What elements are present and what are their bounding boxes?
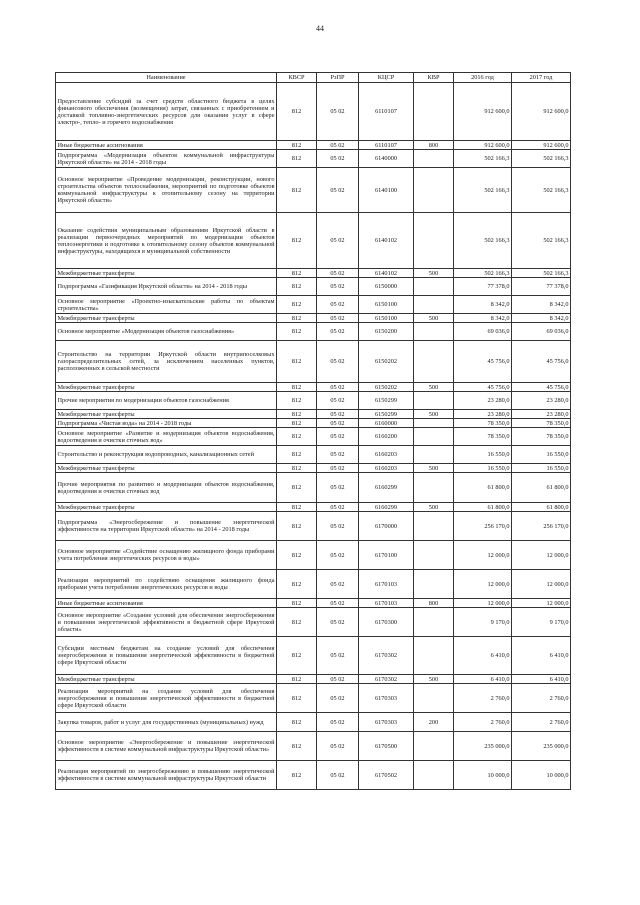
row-rzpr: 05 02 [317, 599, 359, 608]
row-amount-2017: 45 756,0 [512, 383, 571, 392]
row-amount-2017: 61 800,0 [512, 473, 571, 503]
row-kvr: 800 [414, 141, 454, 150]
row-kvr [414, 278, 454, 296]
row-kcsr: 6110107 [359, 141, 414, 150]
table-row [56, 446, 571, 464]
row-rzpr: 05 02 [317, 278, 359, 296]
row-name: Основное мероприятие «Развитие и модернизация объектов водоснабжения, водоотведения и очистки сточных вод» [57, 429, 275, 444]
row-amount-2016: 12 000,0 [454, 541, 512, 570]
row-name: Основное мероприятие «Проектно-изыскательские работы по объектам строительства» [57, 297, 275, 312]
row-name: Строительство на территории Иркутской области внутрипоселковых газораспределительных сетей, за исключением населенных пунктов, расположенных в сельской местности [56, 341, 277, 383]
row-kcsr: 6150299 [359, 392, 414, 410]
row-kcsr: 6150299 [359, 410, 414, 419]
row-kvr: 500 [414, 383, 454, 392]
row-name: Иные бюджетные ассигнования [56, 141, 277, 150]
table-row [56, 428, 571, 446]
row-name: Основное мероприятие «Создание условий для обеспечения энергосбережения и повышения энергетической эффективности в бюджетной сфере Иркутской области» [56, 608, 277, 637]
row-amount-2017: 9 170,0 [512, 608, 571, 637]
row-rzpr: 05 02 [317, 383, 359, 392]
row-kcsr: 6140102 [359, 269, 414, 278]
row-kcsr: 6170303 [359, 684, 414, 713]
table-row [56, 761, 571, 790]
header-2016: 2016 год [454, 73, 512, 83]
row-amount-2016: 6 410,0 [454, 637, 512, 675]
row-amount-2017: 256 170,0 [512, 512, 571, 541]
row-kcsr: 6160203 [359, 464, 414, 473]
row-rzpr: 05 02 [317, 713, 359, 732]
row-kvsr: 812 [277, 296, 317, 314]
row-rzpr: 05 02 [317, 314, 359, 323]
row-name: Межбюджетные трансферты [56, 675, 277, 684]
row-amount-2017: 61 800,0 [512, 503, 571, 512]
row-amount-2016: 78 350,0 [454, 419, 512, 428]
table-row [56, 608, 571, 637]
row-rzpr: 05 02 [317, 473, 359, 503]
row-kcsr: 6170303 [359, 713, 414, 732]
row-amount-2017: 78 350,0 [512, 428, 571, 446]
row-kvr: 500 [414, 464, 454, 473]
row-amount-2016: 2 760,0 [454, 713, 512, 732]
row-amount-2016: 23 280,0 [454, 410, 512, 419]
row-kvsr: 812 [277, 473, 317, 503]
row-kvr: 500 [414, 675, 454, 684]
row-amount-2017: 12 000,0 [512, 570, 571, 599]
row-kcsr: 6140000 [359, 150, 414, 168]
row-kcsr: 6150000 [359, 278, 414, 296]
row-kvr [414, 323, 454, 341]
row-kcsr: 6170103 [359, 599, 414, 608]
row-amount-2017: 78 350,0 [512, 419, 571, 428]
row-name: Реализация мероприятий по содействию оснащения жилищного фонда приборами учета потребления энергетических ресурсов и воды [56, 570, 277, 599]
row-rzpr: 05 02 [317, 761, 359, 790]
row-kcsr: 6150200 [359, 323, 414, 341]
row-kvsr: 812 [277, 464, 317, 473]
row-kcsr: 6160000 [359, 419, 414, 428]
row-kvr [414, 83, 454, 141]
row-kvsr: 812 [277, 150, 317, 168]
row-amount-2017: 2 760,0 [512, 713, 571, 732]
row-rzpr: 05 02 [317, 675, 359, 684]
row-kvsr: 812 [277, 732, 317, 761]
row-amount-2016: 502 166,3 [454, 150, 512, 168]
row-kvr: 500 [414, 503, 454, 512]
row-name: Межбюджетные трансферты [56, 410, 277, 419]
row-amount-2017: 23 280,0 [512, 410, 571, 419]
row-amount-2016: 61 800,0 [454, 503, 512, 512]
row-rzpr: 05 02 [317, 410, 359, 419]
row-amount-2016: 8 342,0 [454, 296, 512, 314]
row-amount-2017: 23 280,0 [512, 392, 571, 410]
row-kvr [414, 296, 454, 314]
row-rzpr: 05 02 [317, 464, 359, 473]
row-kvsr: 812 [277, 83, 317, 141]
row-amount-2016: 69 036,0 [454, 323, 512, 341]
table-row [56, 410, 571, 419]
row-amount-2017: 502 166,3 [512, 213, 571, 269]
row-amount-2016: 12 000,0 [454, 599, 512, 608]
row-kvsr: 812 [277, 761, 317, 790]
row-name: Подпрограмма «Энергосбережение и повышение энергетической эффективности на территории Иркутской области» на 2014 - 2018 годы [56, 512, 277, 541]
row-rzpr: 05 02 [317, 269, 359, 278]
row-amount-2017: 69 036,0 [512, 323, 571, 341]
row-kvr [414, 608, 454, 637]
row-kvsr: 812 [277, 684, 317, 713]
row-name: Межбюджетные трансферты [56, 503, 277, 512]
header-kvr: КВР [414, 73, 454, 83]
row-kvsr: 812 [277, 278, 317, 296]
row-rzpr: 05 02 [317, 541, 359, 570]
row-kcsr: 6170302 [359, 675, 414, 684]
row-kcsr: 6160299 [359, 473, 414, 503]
row-kcsr: 6170500 [359, 732, 414, 761]
table-row [56, 419, 571, 428]
table-row [56, 150, 571, 168]
header-kvsr: КВСР [277, 73, 317, 83]
row-rzpr: 05 02 [317, 213, 359, 269]
row-amount-2016: 502 166,3 [454, 168, 512, 213]
row-rzpr: 05 02 [317, 141, 359, 150]
row-kvr [414, 446, 454, 464]
row-amount-2017: 8 342,0 [512, 296, 571, 314]
header-rzpr: РзПР [317, 73, 359, 83]
header-2017: 2017 год [512, 73, 571, 83]
row-rzpr: 05 02 [317, 503, 359, 512]
row-kvsr: 812 [277, 675, 317, 684]
row-kvr [414, 637, 454, 675]
table-row [56, 392, 571, 410]
row-name: Подпрограмма «Модернизация объектов коммунальной инфраструктуры Иркутской области» на 2014 - 2018 годы [57, 151, 275, 166]
row-kvsr: 812 [277, 141, 317, 150]
budget-table [55, 72, 571, 790]
row-kvsr: 812 [277, 323, 317, 341]
row-kvsr: 812 [277, 410, 317, 419]
table-row [56, 323, 571, 341]
table-row [56, 541, 571, 570]
row-kvr [414, 732, 454, 761]
row-name: Межбюджетные трансферты [56, 269, 277, 278]
row-kcsr: 6170502 [359, 761, 414, 790]
row-amount-2017: 10 000,0 [512, 761, 571, 790]
row-amount-2016: 2 760,0 [454, 684, 512, 713]
table-row [56, 473, 571, 503]
row-kcsr: 6140100 [359, 168, 414, 213]
row-kvsr: 812 [277, 512, 317, 541]
row-amount-2016: 6 410,0 [454, 675, 512, 684]
row-kvsr: 812 [277, 713, 317, 732]
row-name: Оказание содействия муниципальным образованиям Иркутской области в реализации первоочередных мероприятий по модернизации объектов теплоэнергетики и подготовке к отопительному сезону объектов коммунальной инфраструктуры, находящихся в муниципальной собственности [56, 213, 277, 269]
row-name: Основное мероприятие «Проведение модернизации, реконструкции, нового строительства объектов теплоснабжения, мероприятий по подготовке объектов коммунальной инфраструктуры к отопительному сезону на территории Иркутской области» [56, 168, 277, 213]
row-amount-2016: 502 166,3 [454, 269, 512, 278]
row-kcsr: 6150202 [359, 383, 414, 392]
row-kvr: 500 [414, 269, 454, 278]
row-kcsr: 6110107 [359, 83, 414, 141]
row-name: Основное мероприятие «Содействие оснащению жилищного фонда приборами учета потребления энергетических ресурсов и воды» [56, 541, 277, 570]
header-name: Наименование [56, 73, 277, 83]
row-kcsr: 6170100 [359, 541, 414, 570]
row-amount-2017: 45 756,0 [512, 341, 571, 383]
table-row [56, 141, 571, 150]
table-row [56, 296, 571, 314]
page-number: 44 [316, 24, 324, 33]
row-kvsr: 812 [277, 383, 317, 392]
row-amount-2016: 912 600,0 [454, 83, 512, 141]
row-name: Прочие мероприятия по модернизации объектов газоснабжения [56, 392, 277, 410]
table-row [56, 637, 571, 675]
row-rzpr: 05 02 [317, 637, 359, 675]
row-kvsr: 812 [277, 541, 317, 570]
table-row [56, 383, 571, 392]
row-name: Подпрограмма «Газификация Иркутской области» на 2014 - 2018 годы [56, 278, 277, 296]
row-amount-2017: 12 000,0 [512, 599, 571, 608]
row-kvr [414, 341, 454, 383]
table-row [56, 599, 571, 608]
row-kvsr: 812 [277, 168, 317, 213]
row-kvsr: 812 [277, 446, 317, 464]
table-row [56, 570, 571, 599]
row-amount-2016: 235 000,0 [454, 732, 512, 761]
table-row [56, 675, 571, 684]
row-rzpr: 05 02 [317, 83, 359, 141]
table-row [56, 314, 571, 323]
row-kvr [414, 473, 454, 503]
row-kvsr: 812 [277, 341, 317, 383]
row-amount-2016: 10 000,0 [454, 761, 512, 790]
row-rzpr: 05 02 [317, 150, 359, 168]
row-amount-2017: 6 410,0 [512, 637, 571, 675]
table-row [56, 512, 571, 541]
row-amount-2017: 16 550,0 [512, 464, 571, 473]
row-amount-2016: 8 342,0 [454, 314, 512, 323]
row-kvr [414, 761, 454, 790]
row-amount-2017: 502 166,3 [512, 269, 571, 278]
row-name: Закупка товаров, работ и услуг для государственных (муниципальных) нужд [56, 713, 277, 732]
row-name: Основное мероприятие «Модернизация объектов газоснабжения» [56, 323, 277, 341]
row-amount-2017: 8 342,0 [512, 314, 571, 323]
row-rzpr: 05 02 [317, 684, 359, 713]
row-amount-2016: 9 170,0 [454, 608, 512, 637]
table-row [56, 684, 571, 713]
row-amount-2017: 235 000,0 [512, 732, 571, 761]
row-rzpr: 05 02 [317, 296, 359, 314]
row-amount-2016: 256 170,0 [454, 512, 512, 541]
row-kvsr: 812 [277, 419, 317, 428]
row-rzpr: 05 02 [317, 428, 359, 446]
table-row [56, 269, 571, 278]
row-kvr [414, 512, 454, 541]
row-name: Прочие мероприятия по развитию и модернизации объектов водоснабжения, водоотведения и очистки сточных вод [56, 473, 277, 503]
row-rzpr: 05 02 [317, 168, 359, 213]
row-kvr [414, 168, 454, 213]
row-kcsr: 6170103 [359, 570, 414, 599]
row-kvr [414, 150, 454, 168]
header-kcsr: КЦСР [359, 73, 414, 83]
row-kvr: 500 [414, 410, 454, 419]
row-kvr: 800 [414, 599, 454, 608]
table-row [56, 83, 571, 141]
row-kcsr: 6160299 [359, 503, 414, 512]
table-row [56, 732, 571, 761]
row-kcsr: 6150202 [359, 341, 414, 383]
row-rzpr: 05 02 [317, 323, 359, 341]
row-kcsr: 6160203 [359, 446, 414, 464]
row-kvr [414, 213, 454, 269]
row-kvsr: 812 [277, 599, 317, 608]
row-amount-2017: 502 166,3 [512, 150, 571, 168]
row-name: Межбюджетные трансферты [56, 314, 277, 323]
row-name: Иные бюджетные ассигнования [56, 599, 277, 608]
row-name: Предоставление субсидий за счет средств областного бюджета в целях финансового обеспечения (возмещения) затрат, связанных с приобретением и доставкой топливно-энергетических ресурсов для оказания услуг в сфере электро-, тепло- и горячего водоснабжения [56, 83, 277, 141]
row-kcsr: 6170300 [359, 608, 414, 637]
row-kcsr: 6170302 [359, 637, 414, 675]
row-name: Межбюджетные трансферты [56, 383, 277, 392]
row-kvsr: 812 [277, 314, 317, 323]
table-row [56, 713, 571, 732]
row-amount-2017: 6 410,0 [512, 675, 571, 684]
row-rzpr: 05 02 [317, 512, 359, 541]
row-kvr [414, 570, 454, 599]
table-body [56, 83, 571, 790]
row-kvsr: 812 [277, 503, 317, 512]
row-rzpr: 05 02 [317, 446, 359, 464]
row-kcsr: 6170000 [359, 512, 414, 541]
row-amount-2016: 912 600,0 [454, 141, 512, 150]
table-row [56, 464, 571, 473]
row-amount-2016: 45 756,0 [454, 341, 512, 383]
row-kcsr: 6160200 [359, 428, 414, 446]
row-amount-2017: 16 550,0 [512, 446, 571, 464]
row-kvsr: 812 [277, 608, 317, 637]
row-amount-2016: 16 550,0 [454, 464, 512, 473]
row-kvsr: 812 [277, 392, 317, 410]
row-kvsr: 812 [277, 428, 317, 446]
row-name: Подпрограмма «Чистая вода» на 2014 - 2018 годы [56, 419, 277, 428]
row-name: Субсидии местным бюджетам на создание условий для обеспечения энергосбережения и повышения энергетической эффективности в бюджетной сфере Иркутской области [56, 637, 277, 675]
row-kcsr: 6150100 [359, 296, 414, 314]
row-kvsr: 812 [277, 637, 317, 675]
row-name: Реализация мероприятий на создание условий для обеспечения энергосбережения и повышения энергетической эффективности в бюджетной сфере Иркутской области [56, 684, 277, 713]
row-rzpr: 05 02 [317, 570, 359, 599]
table-header-row [56, 73, 571, 83]
row-amount-2016: 502 166,3 [454, 213, 512, 269]
row-kvsr: 812 [277, 213, 317, 269]
row-amount-2017: 502 166,3 [512, 168, 571, 213]
row-amount-2016: 78 350,0 [454, 428, 512, 446]
row-rzpr: 05 02 [317, 392, 359, 410]
row-amount-2016: 45 756,0 [454, 383, 512, 392]
row-amount-2017: 2 760,0 [512, 684, 571, 713]
row-kvr: 500 [414, 314, 454, 323]
table-row [56, 341, 571, 383]
table-row [56, 503, 571, 512]
row-rzpr: 05 02 [317, 419, 359, 428]
row-kvsr: 812 [277, 269, 317, 278]
row-kcsr: 6140102 [359, 213, 414, 269]
row-kvsr: 812 [277, 570, 317, 599]
row-amount-2017: 912 600,0 [512, 141, 571, 150]
row-amount-2016: 16 550,0 [454, 446, 512, 464]
row-name: Основное мероприятие «Энергосбережение и повышение энергетической эффективности в системе коммунальной инфраструктуры Иркутской области» [56, 732, 277, 761]
row-amount-2016: 77 378,0 [454, 278, 512, 296]
table-row [56, 168, 571, 213]
row-kvr: 200 [414, 713, 454, 732]
row-amount-2016: 61 800,0 [454, 473, 512, 503]
table-row [56, 278, 571, 296]
row-name: Реализация мероприятий по энергосбережению и повышению энергетической эффективности в системе коммунальной инфраструктуры Иркутской области [56, 761, 277, 790]
row-rzpr: 05 02 [317, 608, 359, 637]
row-rzpr: 05 02 [317, 732, 359, 761]
row-amount-2016: 23 280,0 [454, 392, 512, 410]
row-kvr [414, 419, 454, 428]
row-kcsr: 6150100 [359, 314, 414, 323]
row-amount-2016: 12 000,0 [454, 570, 512, 599]
row-kvr [414, 428, 454, 446]
row-kvr [414, 541, 454, 570]
row-rzpr: 05 02 [317, 341, 359, 383]
table-row [56, 213, 571, 269]
row-kvr [414, 392, 454, 410]
row-amount-2017: 912 600,0 [512, 83, 571, 141]
row-name: Строительство и реконструкция водопроводных, канализационных сетей [56, 446, 277, 464]
row-amount-2017: 12 000,0 [512, 541, 571, 570]
row-amount-2017: 77 378,0 [512, 278, 571, 296]
row-name: Межбюджетные трансферты [56, 464, 277, 473]
row-kvr [414, 684, 454, 713]
